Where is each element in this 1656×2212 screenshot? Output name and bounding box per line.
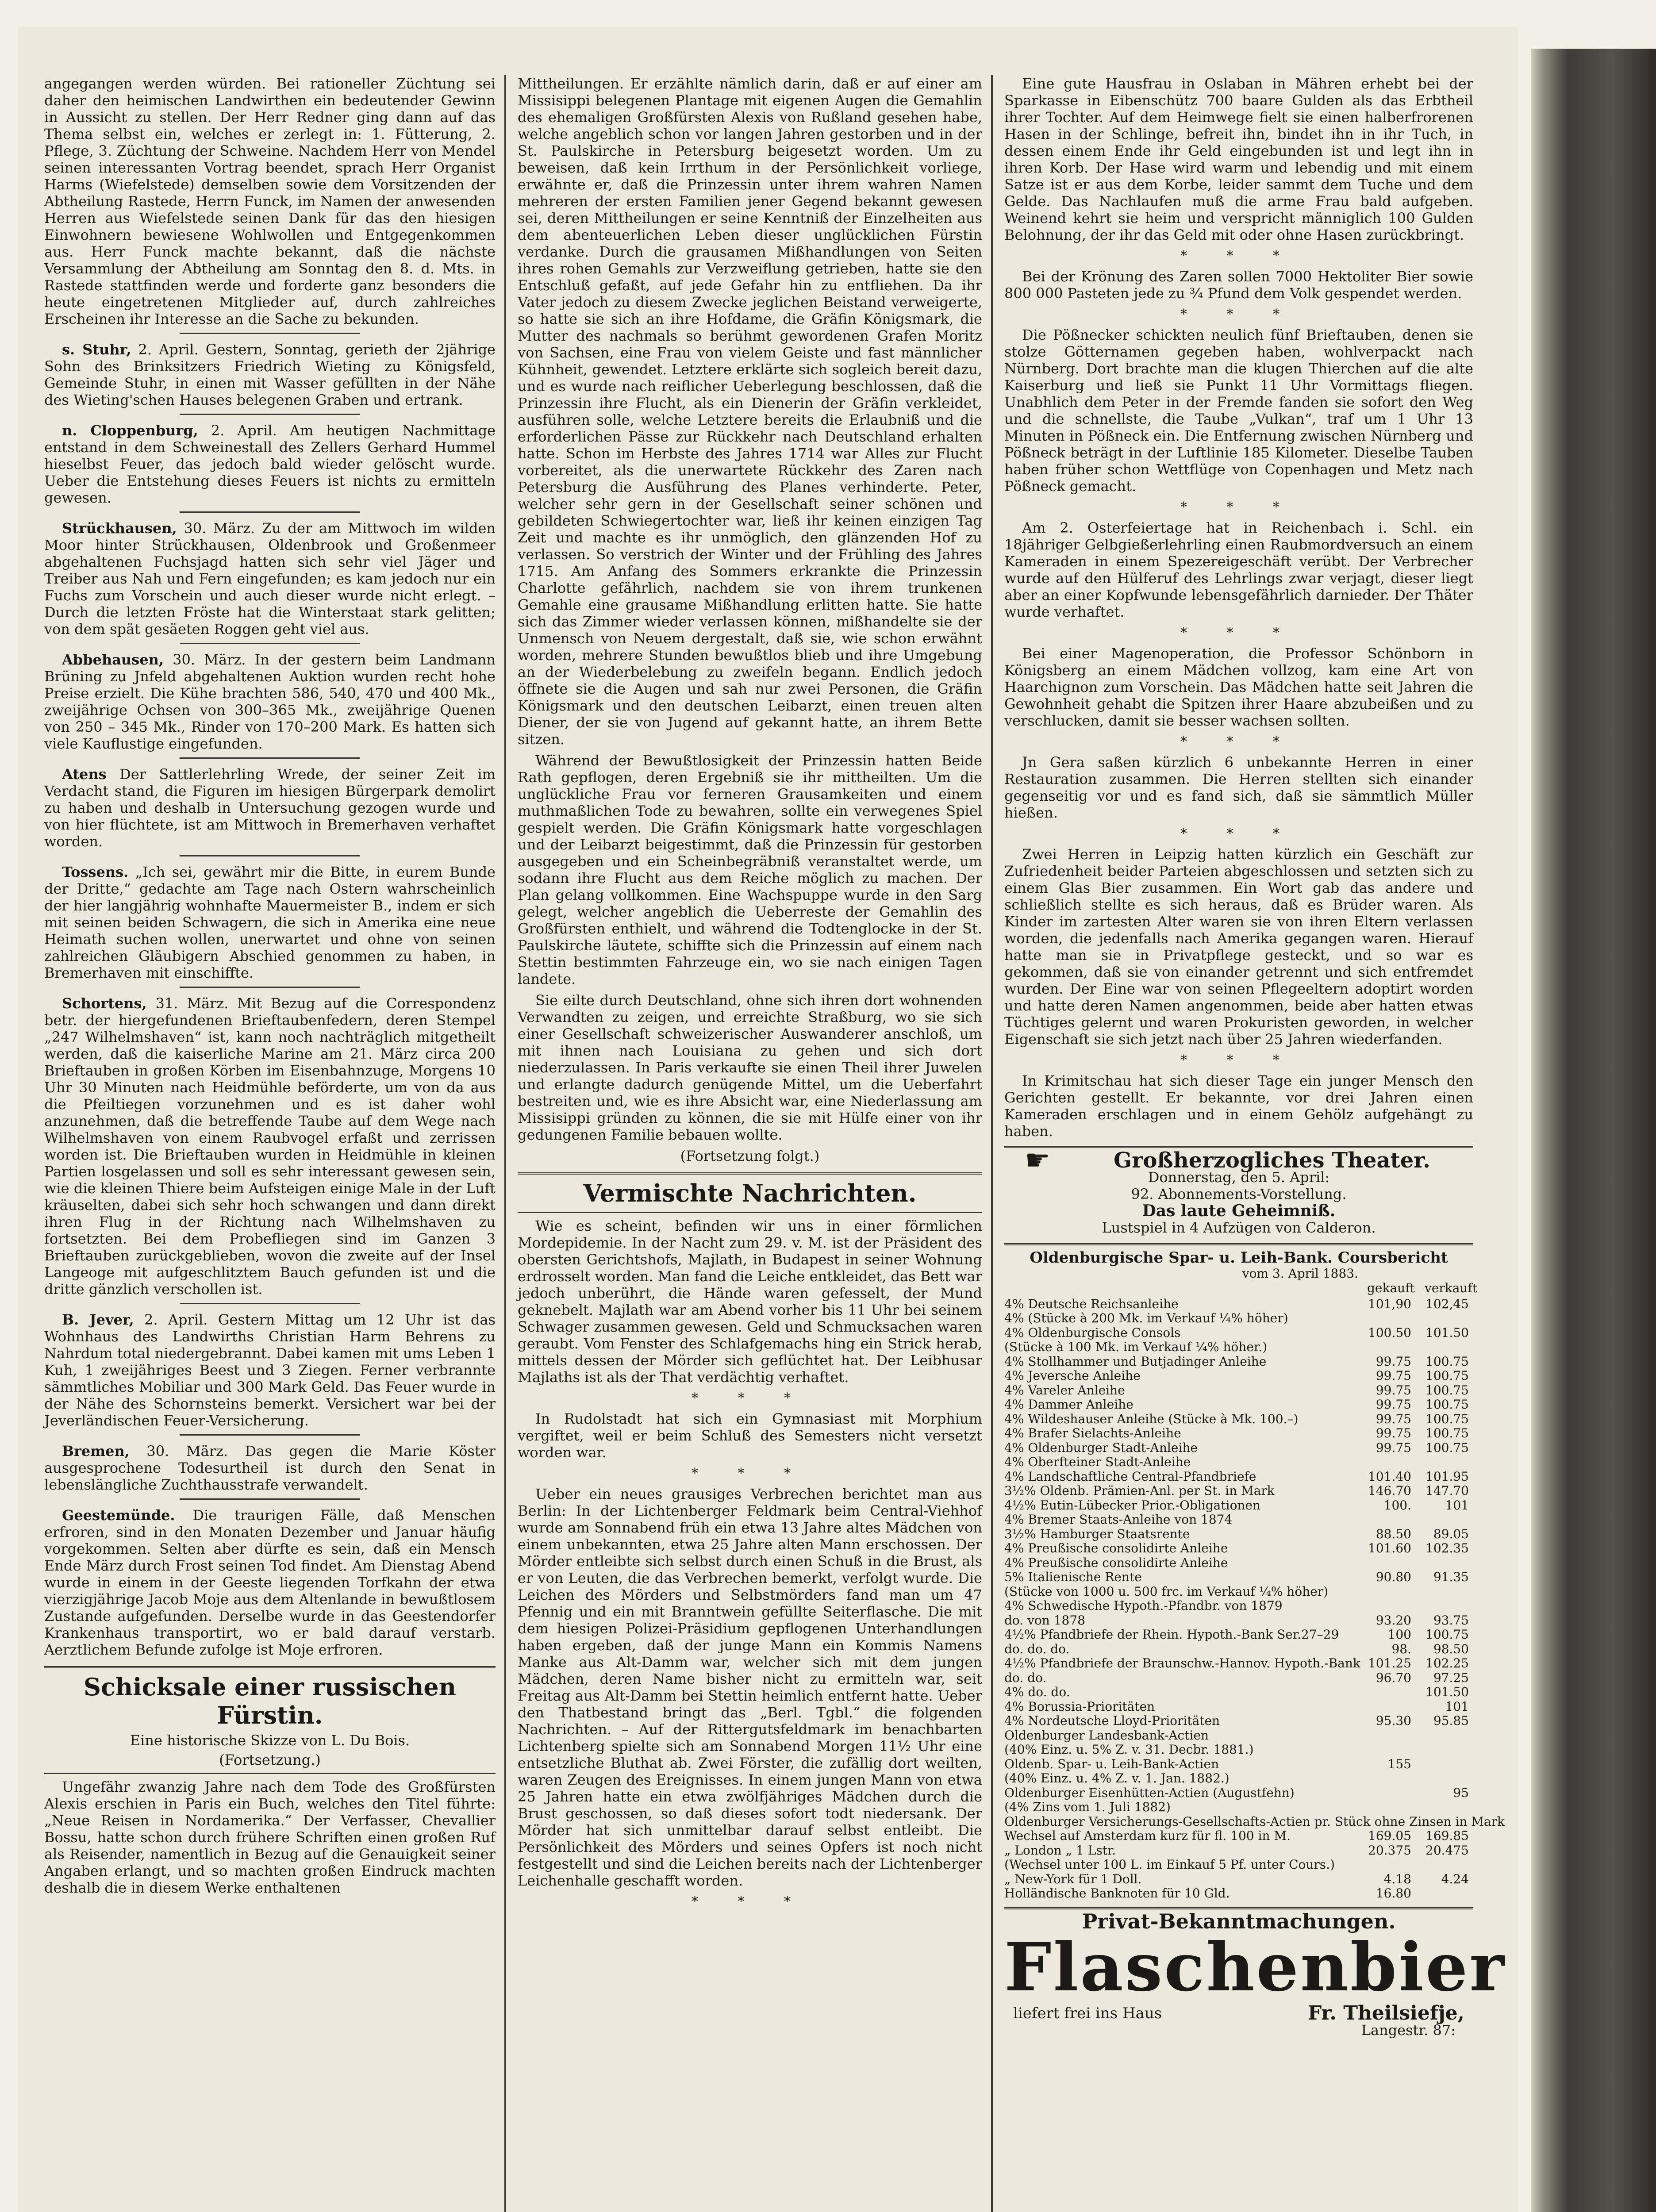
stock-sold: 100.75 xyxy=(1425,1627,1469,1642)
stock-report-title: Oldenburgische Spar- u. Leih-Bank. Coursbericht xyxy=(1030,1249,1448,1267)
stock-name: 4% Oldenburgische Consols xyxy=(1004,1325,1181,1340)
stock-name: 4% Nordeutsche Lloyd-Prioritäten xyxy=(1004,1713,1220,1728)
stock-name: 4% Deutsche Reichsanleihe xyxy=(1004,1296,1179,1311)
stock-name: 4½% Pfandbriefe der Rhein. Hypoth.-Bank Ser.27–29 xyxy=(1004,1627,1339,1642)
article-paragraph xyxy=(1004,754,1473,821)
stock-sold: 101 xyxy=(1445,1498,1469,1513)
stock-row xyxy=(1004,1714,1473,1728)
stock-bought: 101,90 xyxy=(1368,1296,1411,1311)
ad-merchant: Fr. Theilsiefje, xyxy=(1307,2001,1464,2024)
stock-row xyxy=(1004,1700,1473,1714)
stock-sold: 101.50 xyxy=(1425,1685,1469,1699)
article-paragraph xyxy=(44,422,496,506)
stock-name: Oldenburger Landesbank-Actien xyxy=(1004,1728,1209,1743)
stock-sold: 100.75 xyxy=(1425,1426,1469,1440)
stock-name: Wechsel auf Amsterdam kurz für fl. 100 in M. xyxy=(1004,1828,1291,1843)
column-1 xyxy=(44,75,496,1901)
stock-row xyxy=(1004,1326,1473,1340)
stock-bought: 90.80 xyxy=(1376,1570,1411,1584)
stock-sold: 4.24 xyxy=(1441,1871,1469,1886)
stock-row xyxy=(1004,1743,1473,1757)
section-title: Vermischte Nachrichten. xyxy=(583,1179,917,1207)
stock-sold: 100.75 xyxy=(1425,1354,1469,1369)
article-paragraph xyxy=(1004,519,1473,620)
stock-name: 4½% Pfandbriefe der Braunschw.-Hannov. Hypoth.-Bank xyxy=(1004,1656,1360,1671)
stock-sold: 93.75 xyxy=(1433,1613,1469,1628)
stock-row xyxy=(1004,1297,1473,1312)
stock-row xyxy=(1004,1786,1473,1801)
separator-rule xyxy=(180,511,360,513)
article-paragraph xyxy=(518,1217,982,1386)
article-text: Bei einer Magenoperation, die Professor Schönborn in Königsberg an einem Mädchen vollzog, kam eine Art von Haarchignon zum Vorschein. Das Mädchen hatte seit Jahren die Gewohnheit gehabt die Spitzen ihrer Haare abzubeißen und zu verschlucken, damit sie besser wachsen sollten. xyxy=(1004,645,1473,729)
article-text: angegangen werden würden. Bei rationeller Züchtung sei daher den heimischen Landwirthen ein bedeutender Gewinn in Aussicht zu stellen. Der Herr Redner ging dann auf das Thema selbst ein, welches er zerlegt in: 1. Fütterung, 2. Pflege, 3. Züchtung der Schweine. Nachdem Herr von Mendel seinen interessanten Vortrag beendet, sprach Herr Organist Harms (Wiefelstede) demselben sowie dem Vorsitzenden der Abtheilung Rastede, Herrn Funck, im Namen der anwesenden Herren aus Wiefelstede seinen Dank für das den hiesigen Einwohnern bewiesene Wohlwollen und Entgegenkommen aus. Herr Funck machte bekannt, daß die nächste Versammlung der Abtheilung am Sonntag den 8. d. Mts. in Rastede stattfinden werde und forderte ganz besonders die heute eingetretenen Mitglieder auf, durch zahlreiches Erscheinen ihr Interesse an die Sache zu bekunden. xyxy=(44,75,496,327)
stock-row xyxy=(1004,1585,1473,1599)
stock-name: „ London „ 1 Lstr. xyxy=(1004,1843,1116,1858)
stock-bought: 101.40 xyxy=(1368,1469,1411,1484)
stock-name: 4% Jeversche Anleihe xyxy=(1004,1368,1141,1383)
stock-name: Oldenburger Eisenhütten-Actien (Augustfehn) xyxy=(1004,1785,1295,1800)
stock-bought: 93.20 xyxy=(1376,1613,1411,1628)
article-paragraph xyxy=(44,864,496,981)
article-dateline: Atens xyxy=(62,766,107,783)
stock-bought: 98. xyxy=(1391,1641,1411,1656)
asterism: * * * xyxy=(1180,734,1298,749)
separator-rule xyxy=(180,333,360,334)
column-rule xyxy=(504,75,506,2212)
stock-row xyxy=(1004,1656,1473,1671)
article-text: Ungefähr zwanzig Jahre nach dem Tode des Großfürsten Alexis erschien in Paris ein Buch, welches den Titel führte: „Neue Reisen in Nordamerika.“ Der Verfasser, Chevallier Bossu, hatte schon durch frühere Schriften einen großen Ruf als Reisender, namentlich in Bezug auf die Genauigkeit seiner Angaben erlangt, und so machten großen Eindruck machten deshalb die in diesem Werke enthaltenen xyxy=(44,1778,496,1896)
private-announcements xyxy=(1004,1907,1506,2039)
article-text: Eine gute Hausfrau in Oslaban in Mähren erhebt bei der Sparkasse in Eibenschütz 700 baare Gulden als das Erbtheil ihrer Tochter. Auf dem Heimwege fielt sie einen halberfrorenen Hasen in der Schlinge, befreit ihn, bindet ihn in ihr Tuch, in dessen einem Ende ihr Geld eingebunden ist und legt ihn in ihren Korb. Der Hase wird warm und lebendig und mit einem Satze ist er aus dem Korbe, leider sammt dem Tuche und dem Gelde. Das Nachlaufen muß die arme Frau bald aufgeben. Weinend kehrt sie heim und verspricht männiglich 100 Gulden Belohnung, der ihr das Geld mit oder ohne Hasen zurückbringt. xyxy=(1004,75,1473,243)
stock-name: 4% Landschaftliche Central-Pfandbriefe xyxy=(1004,1469,1256,1484)
stock-name: 4% Brafer Sielachts-Anleihe xyxy=(1004,1426,1181,1440)
stock-row xyxy=(1004,1484,1473,1498)
stock-row xyxy=(1004,1671,1473,1686)
bottled-beer-ad: Flaschenbier xyxy=(1004,1928,1506,2006)
stock-name: do. von 1878 xyxy=(1004,1613,1085,1628)
article-paragraph xyxy=(44,766,496,850)
article-paragraph xyxy=(1004,1072,1473,1140)
separator-rule xyxy=(180,1498,360,1500)
theater-title: Großherzogliches Theater. xyxy=(1114,1148,1430,1173)
column-3-articles xyxy=(1004,75,1473,1140)
stock-bought: 100. xyxy=(1383,1498,1411,1513)
stock-row xyxy=(1004,1541,1473,1556)
stock-sold: 100.75 xyxy=(1425,1440,1469,1455)
stock-rows xyxy=(1004,1296,1505,1901)
stock-bought: 99.75 xyxy=(1376,1382,1411,1398)
book-spine xyxy=(1531,49,1656,2212)
article-paragraph xyxy=(44,520,496,637)
asterism: * * * xyxy=(1180,307,1298,322)
stock-name: Oldenb. Spar- u. Leih-Bank-Actien xyxy=(1004,1756,1219,1771)
stock-sold: 102.25 xyxy=(1425,1656,1469,1671)
stock-row xyxy=(1004,1556,1473,1571)
article-text: 2. April. Am heutigen Nachmittage entstand in dem Schweinestall des Zellers Gerhard Hummel hieselbst Feuer, das jedoch bald wieder gelöscht wurde. Ueber die Entstehung dieses Feuers ist nichts zu ermitteln gewesen. xyxy=(44,422,496,506)
pointing-hand-icon: ☛ xyxy=(1025,1144,1050,1177)
separator-rule xyxy=(180,414,360,415)
article-text: Die traurigen Fälle, daß Menschen erfroren, sind in den Monaten Dezember und Januar häufig vorgekommen. Selten aber dürfte es sein, daß ein Mensch Ende März durch Frost seinen Tod findet. Am Dienstag Abend wurde in einem in der Geeste liegenden Torfkahn der etwa vierzigjährige Jacob Moje aus dem Altenlande in bewußtlosem Zustande aufgefunden. Derselbe wurde in das Geestendorfer Krankenhaus transportirt, wo er bald darauf verstarb. Aerztlichem Befunde zufolge ist Moje erfroren. xyxy=(44,1507,496,1658)
stock-sold: 95 xyxy=(1453,1785,1469,1800)
stock-row xyxy=(1004,1642,1473,1657)
stock-report xyxy=(1004,1243,1505,1901)
stock-row xyxy=(1004,1771,1473,1786)
stock-bought: 99.75 xyxy=(1376,1354,1411,1369)
separator-rule xyxy=(180,987,360,988)
article-text: (Fortsetzung folgt.) xyxy=(680,1148,820,1164)
separator-rule xyxy=(180,643,360,644)
stock-bought: 155 xyxy=(1387,1756,1411,1771)
article-text: Am 2. Osterfeiertage hat in Reichenbach i. Schl. ein 18jähriger Gelbgießerlehrling einen Raubmordversuch an einem Kameraden in einem Spezereigeschäft verübt. Der Verbrecher wurde auf den Hülferuf des Lehrlings zwar verjagt, dieser liegt aber an einer Kopfwunde lebensgefährlich darnieder. Der Thäter wurde verhaftet. xyxy=(1004,519,1473,620)
stock-row xyxy=(1004,1470,1473,1484)
stock-row xyxy=(1004,1829,1473,1843)
asterism: * * * xyxy=(1180,1052,1298,1068)
article-dateline: s. Stuhr, xyxy=(62,341,131,358)
article-dateline: Strückhausen, xyxy=(62,520,177,537)
stock-bought: 146.70 xyxy=(1368,1483,1411,1498)
section-heading xyxy=(518,1172,982,1213)
stock-sold: 100.75 xyxy=(1425,1397,1469,1412)
article-text: In Rudolstadt hat sich ein Gymnasiast mit Morphium vergiftet, weil er beim Schluß des Semesters nicht versetzt worden war. xyxy=(518,1410,982,1461)
stock-row xyxy=(1004,1886,1473,1901)
stock-sold: 20.475 xyxy=(1425,1843,1469,1858)
stock-row xyxy=(1004,1728,1473,1743)
theater-announcement xyxy=(1004,1146,1473,1236)
stock-row xyxy=(1004,1398,1473,1412)
stock-name: (4% Zins vom 1. Juli 1882) xyxy=(1004,1800,1171,1814)
stock-bought: 100.50 xyxy=(1368,1325,1411,1340)
stock-row xyxy=(1004,1800,1473,1815)
stock-row xyxy=(1004,1685,1473,1700)
stock-name: 4% Bremer Staats-Anleihe von 1874 xyxy=(1004,1512,1233,1527)
stock-sold: 147.70 xyxy=(1425,1483,1469,1498)
theater-genre: Lustspiel in 4 Aufzügen von Calderon. xyxy=(1102,1219,1376,1236)
stock-bought: 169.05 xyxy=(1368,1828,1411,1843)
stock-sold: 101.95 xyxy=(1425,1469,1469,1484)
asterism: * * * xyxy=(1180,248,1298,264)
section-title: Schicksale einer russischen Fürstin. xyxy=(84,1673,456,1729)
stock-name: Oldenburger Versicherungs-Gesellschafts-Actien pr. Stück ohne Zinsen in Mark xyxy=(1004,1814,1505,1829)
separator-rule xyxy=(180,757,360,759)
stock-name: „ New-York für 1 Doll. xyxy=(1004,1871,1142,1886)
stock-name: 4% Borussia-Prioritäten xyxy=(1004,1699,1155,1714)
article-text: „Ich sei, gewährt mir die Bitte, in eurem Bunde der Dritte,“ gedachte am Tage nach Ostern wahrscheinlich der hier langjährig wohnhafte Mauermeister B., indem er sich mit seinen beiden Schwagern, die sich in Amerika eine neue Heimath suchen wollen, unerwartet und ohne von seinen zahlreichen Gläubigern Abschied genommen zu haben, in Bremerhaven mit einschiffte. xyxy=(44,864,496,981)
stock-sold: 91.35 xyxy=(1433,1570,1469,1584)
article-text: Die Pößnecker schickten neulich fünf Brieftauben, denen sie stolze Götternamen gegeben haben, wohlverpackt nach Nürnberg. Dort brachte man die klugen Thierchen auf die alte Kaiserburg und ließ sie Punkt 11 Uhr Vormittags fliegen. Unabhlich dem Peter in der Fremde fanden sie sofort den Weg und die schnellste, die Taube „Vulkan“, traf um 1 Uhr 13 Minuten in Pößneck ein. Die Entfernung zwischen Nürnberg und Pößneck beträgt in der Luftlinie 185 Kilometer. Dieselbe Tauben haben früher schon Wettflüge von Copenhagen und Metz nach Pößneck gemacht. xyxy=(1004,326,1473,495)
stock-row xyxy=(1004,1441,1473,1455)
stock-name: 4% Dammer Anleihe xyxy=(1004,1397,1133,1412)
stock-name: (Stücke von 1000 u. 500 frc. im Verkauf ¼% höher) xyxy=(1004,1584,1329,1599)
article-text: 2. April. Gestern, Sonntag, gerieth der 2jährige Sohn des Brinksitzers Friedrich Wieting zu Königsfeld, Gemeinde Stuhr, in einen mit Wasser gefüllten in der Nähe des Wieting'schen Hauses belegenen Graben und ertrank. xyxy=(44,341,496,408)
stock-name: 4% Vareler Anleihe xyxy=(1004,1382,1125,1398)
article-text: 30. März. Das gegen die Marie Köster ausgesprochene Todesurtheil ist durch den Senat in lebenslängliche Zuchthausstrafe verwandelt. xyxy=(44,1443,496,1493)
article-paragraph xyxy=(44,1507,496,1658)
stock-name: 4% do. do. xyxy=(1004,1685,1070,1699)
article-text: 30. März. In der gestern beim Landmann Brüning zu Jnfeld abgehaltenen Auktion wurden recht hohe Preise erzielt. Die Kühe brachten 586, 540, 470 und 400 Mk., zweijährige Ochsen von 300–365 Mk., zweijährige Quenen von 250 – 345 Mk., Rinder von 170–200 Mark. Es hatten sich viele Kauflustige eingefunden. xyxy=(44,651,496,752)
stock-row xyxy=(1004,1858,1473,1872)
stock-name: 4% Oldenburger Stadt-Anleihe xyxy=(1004,1440,1198,1455)
private-title: Privat-Bekanntmachungen. xyxy=(1082,1909,1396,1933)
stock-bought: 99.75 xyxy=(1376,1426,1411,1440)
stock-bought: 4.18 xyxy=(1383,1871,1411,1886)
stock-name: 4% Oberfteiner Stadt-Anleihe xyxy=(1004,1455,1191,1469)
article-text: In Krimitschau hat sich dieser Tage ein junger Mensch den Gerichten gestellt. Er bekannte, vor drei Jahren einen Kameraden erschlagen und in einem Gehölz aufgehängt zu haben. xyxy=(1004,1072,1473,1140)
stock-row xyxy=(1004,1628,1473,1642)
section-heading xyxy=(44,1666,496,1774)
article-paragraph xyxy=(518,752,982,987)
header-bought: gekauft xyxy=(1367,1280,1415,1295)
article-text: 30. März. Zu der am Mittwoch im wilden Moor hinter Strückhausen, Oldenbrook und Großenmeer abgehaltenen Fuchsjagd hatten sich sehr viel Jäger und Treiber aus Nah und Fern eingefunden; es kam jedoch nur ein Fuchs zum Vorschein und auch dieser wurde nicht erlegt. – Durch die letzten Fröste hat die Winterstaat stark gelitten; von dem spät gesäeten Roggen geht viel aus. xyxy=(44,520,496,637)
stock-bought: 99.75 xyxy=(1376,1397,1411,1412)
stock-name: 4% Stollhammer und Butjadinger Anleihe xyxy=(1004,1354,1267,1369)
article-paragraph xyxy=(44,995,496,1298)
article-text: Ueber ein neues grausiges Verbrechen berichtet man aus Berlin: In der Lichtenberger Feldmark beim Central-Viehhof wurde am Sonnabend früh ein etwa 13 Jahre altes Mädchen von einem unbekannten, etwa 25 Jahre alten Mann erschossen. Der Mörder entleibte sich selbst durch einen Schuß in die Brust, als er von Leuten, die das Verbrechen bemerkt, verfolgt wurde. Die Leichen des Mörders und Selbstmörders fand man um 47 Pfennig und ein mit Branntwein gefüllte Seiterflasche. Die mit dem hiesigen Polizei-Präsidium gepflogenen Unterhandlungen haben ergeben, daß der junge Mann ein Kommis Namens Manke aus Alt-Damm war, welcher sich mit dem jungen Mädchen, deren Name bisher nicht zu ermitteln war, seit Freitag aus Alt-Damm bei Stettin heimlich entfernt hatte. Ueber den Thatbestand bringt das „Berl. Tgbl.“ die folgenden Nachrichten. – Auf der Rittergutsfeldmark im benachbarten Lichtenberg spielte sich am Sonnabend Morgen 11½ Uhr eine entsetzliche Bluthat ab. Zwei Förster, die zufällig dort weilten, waren Zeugen des Ereignisses. In einem jungen Mann von etwa 25 Jahren hatte ein etwa zwölfjähriges Mädchen durch die Brust geschossen, so daß dieses sofort todt niedersank. Der Mörder hat sich unmittelbar darauf selbst entleibt. Die Persönlichkeit des Mörders und seines Opfers ist noch nicht festgestellt und sind die Leichen bereits nach der Lichtenberger Leichenhalle geschafft worden. xyxy=(518,1486,982,1889)
article-dateline: Geestemünde. xyxy=(62,1507,175,1524)
stock-row xyxy=(1004,1498,1473,1513)
stock-row xyxy=(1004,1340,1473,1355)
stock-sold: 89.05 xyxy=(1433,1526,1469,1541)
asterism: * * * xyxy=(1180,499,1298,515)
stock-name: (Stücke à 100 Mk. im Verkauf ¼% höher.) xyxy=(1004,1340,1268,1354)
stock-row xyxy=(1004,1355,1473,1369)
article-text: Während der Bewußtlosigkeit der Prinzessin hatten Beide Rath gepflogen, deren Ergebniß sie ihr mittheilten. Um die unglückliche Frau vor ferneren Grausamkeiten und einem muthmaßlichen Tode zu bewahren, sollte ein verwegenes Spiel gespielt werden. Die Gräfin Königsmark hatte vorgeschlagen und der Leibarzt beigestimmt, daß die Prinzessin für gestorben ausgegeben und ein Scheinbegräbniß veranstaltet werde, um sodann ihre Flucht aus dem Reiche möglich zu machen. Der Plan gelang vollkommen. Eine Wachspuppe wurde in den Sarg gelegt, welcher angeblich die Ueberreste der Gemahlin des Großfürsten enthielt, und während die Todtenglocke in der St. Paulskirche läutete, schiffte sich die Prinzessin auf einem nach Stettin bestimmten Fahrzeuge ein, wo sie nach einigen Tagen landete. xyxy=(518,752,982,987)
stock-bought: 99.75 xyxy=(1376,1368,1411,1383)
stock-bought: 88.50 xyxy=(1376,1526,1411,1541)
stock-name: do. do. xyxy=(1004,1670,1047,1685)
stock-name: 4% Preußische consolidirte Anleihe xyxy=(1004,1555,1228,1570)
article-paragraph xyxy=(1004,75,1473,243)
section-subtitle: Eine historische Skizze von L. Du Bois. xyxy=(130,1732,410,1749)
article-dateline: n. Cloppenburg, xyxy=(62,422,198,439)
article-paragraph xyxy=(1004,326,1473,495)
ad-delivery: liefert frei ins Haus xyxy=(1013,2004,1162,2022)
stock-sold: 169.85 xyxy=(1425,1828,1469,1843)
stock-row xyxy=(1004,1843,1473,1858)
article-paragraph xyxy=(44,341,496,408)
stock-row xyxy=(1004,1599,1473,1613)
stock-sold: 101 xyxy=(1445,1699,1469,1714)
stock-sold: 100.75 xyxy=(1425,1382,1469,1398)
article-paragraph xyxy=(518,75,982,748)
stock-name: Holländische Banknoten für 10 Gld. xyxy=(1004,1886,1230,1901)
stock-bought: 99.75 xyxy=(1376,1411,1411,1426)
stock-name: 5% Italienische Rente xyxy=(1004,1570,1142,1584)
header-sold: verkauft xyxy=(1425,1280,1478,1295)
article-dateline: Tossens. xyxy=(62,864,129,880)
article-dateline: Schortens, xyxy=(62,995,147,1012)
ad-address: Langestr. 87: xyxy=(1361,2021,1456,2039)
stock-sold: 100.75 xyxy=(1425,1368,1469,1383)
stock-bought: 16.80 xyxy=(1376,1886,1411,1901)
theater-play: Das laute Geheimniß. xyxy=(1142,1202,1336,1220)
article-text: Der Sattlerlehrling Wrede, der seiner Zeit im Verdacht stand, die Figuren im hiesigen Bürgerpark demolirt zu haben und deshalb in Untersuchung gezogen wurde und von hier flüchtete, ist am Mittwoch in Bremerhaven verhaftet worden. xyxy=(44,766,496,850)
stock-row xyxy=(1004,1513,1473,1527)
article-paragraph xyxy=(44,1778,496,1896)
column-3 xyxy=(1004,75,1506,2039)
stock-bought: 96.70 xyxy=(1376,1670,1411,1685)
stock-row xyxy=(1004,1613,1473,1628)
asterism: * * * xyxy=(691,1466,809,1481)
article-text: 2. April. Gestern Mittag um 12 Uhr ist das Wohnhaus des Landwirths Christian Harm Behrens zu Nahrdum total niedergebrannt. Dabei kamen mit ums Leben 1 Kuh, 1 zweijähriges Beest und 3 Ziegen. Ferner verbrannte sämmtliches Mobiliar und 300 Mark Geld. Das Feuer wurde in der Nähe des Schornsteins bemerkt. Versichert war bei der Jeverländischen Feuer-Versicherung. xyxy=(44,1311,496,1429)
stock-sold: 102.35 xyxy=(1425,1541,1469,1555)
stock-name: 4% Schwedische Hypoth.-Pfandbr. von 1879 xyxy=(1004,1598,1283,1613)
stock-row xyxy=(1004,1570,1473,1585)
stock-name: do. do. do. xyxy=(1004,1641,1070,1656)
stock-bought: 100 xyxy=(1387,1627,1411,1642)
article-paragraph xyxy=(44,1311,496,1429)
stock-row xyxy=(1004,1426,1473,1441)
article-paragraph xyxy=(1004,268,1473,302)
stock-name: 3½% Oldenb. Prämien-Anl. per St. in Mark xyxy=(1004,1483,1275,1498)
article-paragraph xyxy=(1004,846,1473,1048)
stock-report-headers xyxy=(1004,1280,1478,1297)
article-paragraph xyxy=(1004,645,1473,729)
asterism: * * * xyxy=(691,1390,809,1406)
stock-name: 3½% Hamburger Staatsrente xyxy=(1004,1526,1190,1541)
stock-bought: 95.30 xyxy=(1376,1713,1411,1728)
stock-row xyxy=(1004,1455,1473,1470)
article-text: Zwei Herren in Leipzig hatten kürzlich ein Geschäft zur Zufriedenheit beider Parteien abgeschlossen und setzten sich zu einem Glas Bier zusammen. Ein Wort gab das andere und schließlich stellte es sich heraus, daß es Brüder waren. Als Kinder im zartesten Alter waren sie von ihren Eltern verlassen worden, die jedenfalls nach Amerika gegangen waren. Hierauf hatte man sie in Privatpflege gesteckt, und so war es gekommen, daß sie von einander getrennt und sich entfremdet wurden. Der Eine war von seinen Pflegeeltern adoptirt worden und hatte deren Namen angenommen, beide aber hatten etwas Tüchtiges gelernt und waren Prokuristen geworden, in welcher Eigenschaft sie sich jetzt nach über 25 Jahren wiederfanden. xyxy=(1004,846,1473,1048)
article-text: Wie es scheint, befinden wir uns in einer förmlichen Mordepidemie. In der Nacht zum 29. v. M. ist der Präsident des obersten Gerichtshofs, Majlath, in Budapest in seiner Wohnung erdrosselt worden. Man fand die Leiche entkleidet, das Bett war jedoch unberührt, die Hände waren gefesselt, der Mund geknebelt. Majlath war am Abend vorher bis 11 Uhr bei seinem Schwager zusammen gewesen. Geld und Schmucksachen waren geraubt. Vom Fenster des Schlafgemachs hing ein Strick herab, mittels dessen der Mörder sich geflüchtet hat. Der Leibhusar Majlaths ist als der That verdächtig verhaftet. xyxy=(518,1217,982,1386)
stock-name: (40% Einz. u. 4% Z. v. 1. Jan. 1882.) xyxy=(1004,1771,1230,1786)
article-paragraph xyxy=(44,75,496,327)
stock-name: (Wechsel unter 100 L. im Einkauf 5 Pf. unter Cours.) xyxy=(1004,1857,1335,1872)
article-text: 31. März. Mit Bezug auf die Correspondenz betr. der hiergefundenen Brieftaubenfedern, deren Stempel „247 Wilhelmshaven“ ist, kann noch nachträglich mitgetheilt werden, daß die kaiserliche Marine am 21. März circa 200 Brieftauben in großen Körben im Eisenbahnzuge, Morgens 10 Uhr 30 Minuten nach Heidmühle beförderte, um von da aus die Pfeiltiegen vorzunehmen und es ist daher wohl anzunehmen, daß die betreffende Taube auf dem Wege nach Wilhelmshaven von einem Raubvogel erfaßt und zerrissen worden ist. Die Brieftauben wurden in Heidmühle in kleinen Partien losgelassen und soll es sehr interessant gewesen sein, wie die kleinen Thiere beim Aufsteigen einige Male in der Luft kräuselten, dabei sich sehr hoch schwangen und dann direkt ihren Flug in der Richtung nach Wilhelmshaven zu fortsetzten. Bei dem Probefliegen sind im Ganzen 3 Brieftauben zurückgeblieben, wovon die zweite auf der Insel Langeoge mit aufgeschlitztem Bauch gefunden ist und die dritte gänzlich verschollen ist. xyxy=(44,995,496,1298)
section-note: (Fortsetzung.) xyxy=(219,1751,321,1768)
article-dateline: Bremen, xyxy=(62,1443,130,1459)
article-paragraph xyxy=(518,1148,982,1164)
stock-name: 4% Wildeshauser Anleihe (Stücke à Mk. 100.–) xyxy=(1004,1411,1299,1426)
theater-series: 92. Abonnements-Vorstellung. xyxy=(1131,1186,1347,1202)
stock-name: 4½% Eutin-Lübecker Prior.-Obligationen xyxy=(1004,1498,1261,1513)
asterism: * * * xyxy=(691,1894,809,1909)
article-paragraph xyxy=(518,1410,982,1461)
stock-sold: 102,45 xyxy=(1425,1296,1469,1311)
stock-report-date: vom 3. April 1883. xyxy=(1242,1266,1358,1281)
article-paragraph xyxy=(44,1443,496,1493)
article-dateline: Abbehausen, xyxy=(62,651,164,668)
stock-row xyxy=(1004,1412,1473,1427)
stock-name: (40% Einz. u. 5% Z. v. 31. Decbr. 1881.) xyxy=(1004,1742,1254,1757)
column-rule xyxy=(991,75,993,2212)
stock-row xyxy=(1004,1872,1473,1887)
ad-line xyxy=(1004,2001,1473,2024)
article-paragraph xyxy=(518,1486,982,1889)
stock-sold: 98.50 xyxy=(1433,1641,1469,1656)
stock-row xyxy=(1004,1757,1473,1772)
stock-sold: 100.75 xyxy=(1425,1411,1469,1426)
stock-sold: 95.85 xyxy=(1433,1713,1469,1728)
stock-row xyxy=(1004,1527,1473,1542)
stock-bought: 20.375 xyxy=(1368,1843,1411,1858)
theater-date: Donnerstag, den 5. April: xyxy=(1148,1169,1330,1186)
stock-bought: 101.25 xyxy=(1368,1656,1411,1671)
stock-row xyxy=(1004,1369,1473,1383)
article-dateline: B. Jever, xyxy=(62,1311,134,1328)
stock-row xyxy=(1004,1311,1473,1326)
asterism: * * * xyxy=(1180,826,1298,841)
stock-name: 4% Preußische consolidirte Anleihe xyxy=(1004,1541,1228,1555)
article-text: Bei der Krönung des Zaren sollen 7000 Hektoliter Bier sowie 800 000 Pasteten jede zu ¾ Pfund dem Volk gespendet werden. xyxy=(1004,268,1473,302)
stock-sold: 101.50 xyxy=(1425,1325,1469,1340)
article-paragraph xyxy=(518,992,982,1143)
stock-bought: 99.75 xyxy=(1376,1440,1411,1455)
stock-row xyxy=(1004,1383,1473,1398)
article-text: Mittheilungen. Er erzählte nämlich darin, daß er auf einer am Missisippi belegenen Plantage mit eigenen Augen die Gemahlin des ehemaligen Großfürsten Alexis von Rußland gesehen habe, welche angeblich schon vor langen Jahren gestorben und in der St. Paulskirche in Petersburg beigesetzt worden. Um zu beweisen, daß kein Irrthum in der Persönlichkeit vorliege, erwähnte er, daß die Prinzessin unter ihrem wahren Namen mehreren der ersten Familien jener Gegend bekannt gewesen sei, deren Mittheilungen er seine Kenntniß der Einzelheiten aus dem abenteuerlichen Leben dieser unglücklichen Fürstin verdanke. Durch die grausamen Mißhandlungen von Seiten ihres rohen Gemahls zur Verzweiflung getrieben, hatte sie den Entschluß gefaßt, auf jede Gefahr hin zu entfliehen. Da ihr Vater jedoch zu diesem Zwecke jeglichen Beistand verweigerte, so hatte sie sich an ihre Hofdame, die Gräfin Königsmark, die Mutter des nachmals so berühmt gewordenen Grafen Moritz von Sachsen, eine Frau von vielem Geiste und fast männlicher Kühnheit, gewendet. Letztere erklärte sich sogleich bereit dazu, und es wurde nach reiflicher Ueberlegung beschlossen, daß die Prinzessin ihre Flucht, als ein Dienerin der Gräfin verkleidet, ausführen solle, welche Letztere bereits die Erlaubniß und die erforderlichen Pässe zur Rückkehr nach Deutschland erhalten hatte. Schon im Herbste des Jahres 1714 war Alles zur Flucht vorbereitet, als die unerwartete Rückkehr des Zaren nach Petersburg die Ausführung des Planes verhinderte. Peter, welcher sehr gern in der Gesellschaft seiner schönen und gebildeten Schwiegertochter war, ließ ihr keinen einzigen Tag Zeit und machte es ihr unmöglich, den glänzenden Hof zu verlassen. So verstrich der Winter und der Frühling des Jahres 1715. Am Anfang des Sommers erkrankte die Prinzessin Charlotte gefährlich, nachdem sie von ihrem trunkenen Gemahle eine grausame Mißhandlung erlitten hatte. Sie hatte sich das Zimmer wieder verlassen können, mißhandelte sie der Unmensch von Neuem dergestalt, daß sie, wie schon erwähnt worden, mehrere Stunden bewußtlos blieb und ihre Umgebung an der Wiederbelebung zu zweifeln begann. Endlich jedoch öffnete sie die Augen und sah nur zwei Personen, die Gräfin Königsmark und den deutschen Leibarzt, einen treuen alten Diener, der sie von Jugend auf gekannt hatte, an ihrem Bette sitzen. xyxy=(518,75,982,748)
separator-rule xyxy=(180,1434,360,1436)
article-paragraph xyxy=(44,651,496,752)
article-text: Sie eilte durch Deutschland, ohne sich ihren dort wohnenden Verwandten zu zeigen, und erreichte Straßburg, wo sie sich einer Gesellschaft schweizerischer Auswanderer anschloß, um mit ihnen nach Louisiana zu gehen und sich dort niederzulassen. In Paris verkaufte sie einen Theil ihrer Juwelen und erlangte dadurch genügende Mittel, um die Ueberfahrt bestreiten und, wie es ihre Absicht war, eine Niederlassung am Missisippi gründen zu können, die sie mit Hülfe einer von ihr gedungenen Familie bebauen wollte. xyxy=(518,992,982,1143)
column-2 xyxy=(518,75,982,1914)
stock-sold: 97.25 xyxy=(1433,1670,1469,1685)
separator-rule xyxy=(180,1303,360,1304)
stock-bought: 101.60 xyxy=(1368,1541,1411,1555)
stock-row xyxy=(1004,1814,1505,1829)
separator-rule xyxy=(180,855,360,856)
article-text: Jn Gera saßen kürzlich 6 unbekannte Herren in einer Restauration zusammen. Die Herren stellten sich einander gegenseitig vor und es fand sich, daß sie sämmtlich Müller hießen. xyxy=(1004,754,1473,821)
stock-name: 4% (Stücke à 200 Mk. im Verkauf ¼% höher) xyxy=(1004,1311,1288,1325)
asterism: * * * xyxy=(1180,625,1298,641)
